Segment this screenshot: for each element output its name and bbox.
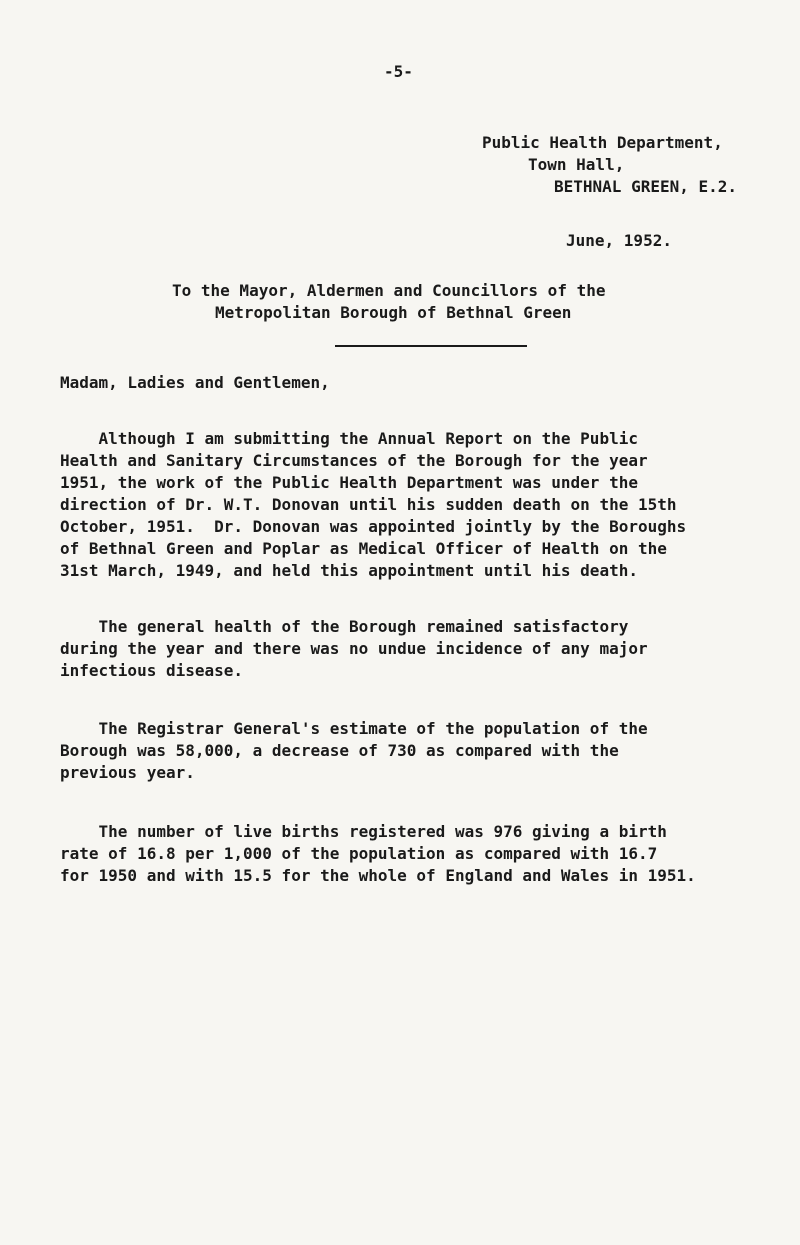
page-number: -5-: [384, 62, 413, 81]
paragraph-line: rate of 16.8 per 1,000 of the population as compared with 16.7: [60, 844, 658, 863]
addressee-line-1: To the Mayor, Aldermen and Councillors of the: [172, 281, 606, 300]
address-line-department: Public Health Department,: [482, 133, 723, 152]
paragraph-line: for 1950 and with 15.5 for the whole of England and Wales in 1951.: [60, 866, 696, 885]
separator-rule: [335, 345, 527, 347]
paragraph-line: of Bethnal Green and Poplar as Medical Officer of Health on the: [60, 539, 667, 558]
paragraph-line: The general health of the Borough remained satisfactory: [60, 617, 629, 636]
paragraph-line: Borough was 58,000, a decrease of 730 as compared with the: [60, 741, 619, 760]
paragraph-line: during the year and there was no undue incidence of any major: [60, 639, 648, 658]
letter-date: June, 1952.: [566, 231, 672, 250]
addressee-line-2: Metropolitan Borough of Bethnal Green: [215, 303, 572, 322]
paragraph-line: Health and Sanitary Circumstances of the Borough for the year: [60, 451, 648, 470]
paragraph-line: The Registrar General's estimate of the population of the: [60, 719, 648, 738]
paragraph-line: previous year.: [60, 763, 195, 782]
paragraph-line: 1951, the work of the Public Health Department was under the: [60, 473, 638, 492]
paragraph-line: Although I am submitting the Annual Report on the Public: [60, 429, 638, 448]
address-line-borough: BETHNAL GREEN, E.2.: [554, 177, 738, 196]
salutation: Madam, Ladies and Gentlemen,: [60, 373, 330, 392]
paragraph-line: The number of live births registered was 976 giving a birth: [60, 822, 667, 841]
paragraph-line: infectious disease.: [60, 661, 244, 680]
paragraph-line: 31st March, 1949, and held this appointment until his death.: [60, 561, 638, 580]
paragraph-line: October, 1951. Dr. Donovan was appointed jointly by the Boroughs: [60, 517, 687, 536]
address-line-town-hall: Town Hall,: [528, 155, 625, 174]
paragraph-line: direction of Dr. W.T. Donovan until his sudden death on the 15th: [60, 495, 677, 514]
